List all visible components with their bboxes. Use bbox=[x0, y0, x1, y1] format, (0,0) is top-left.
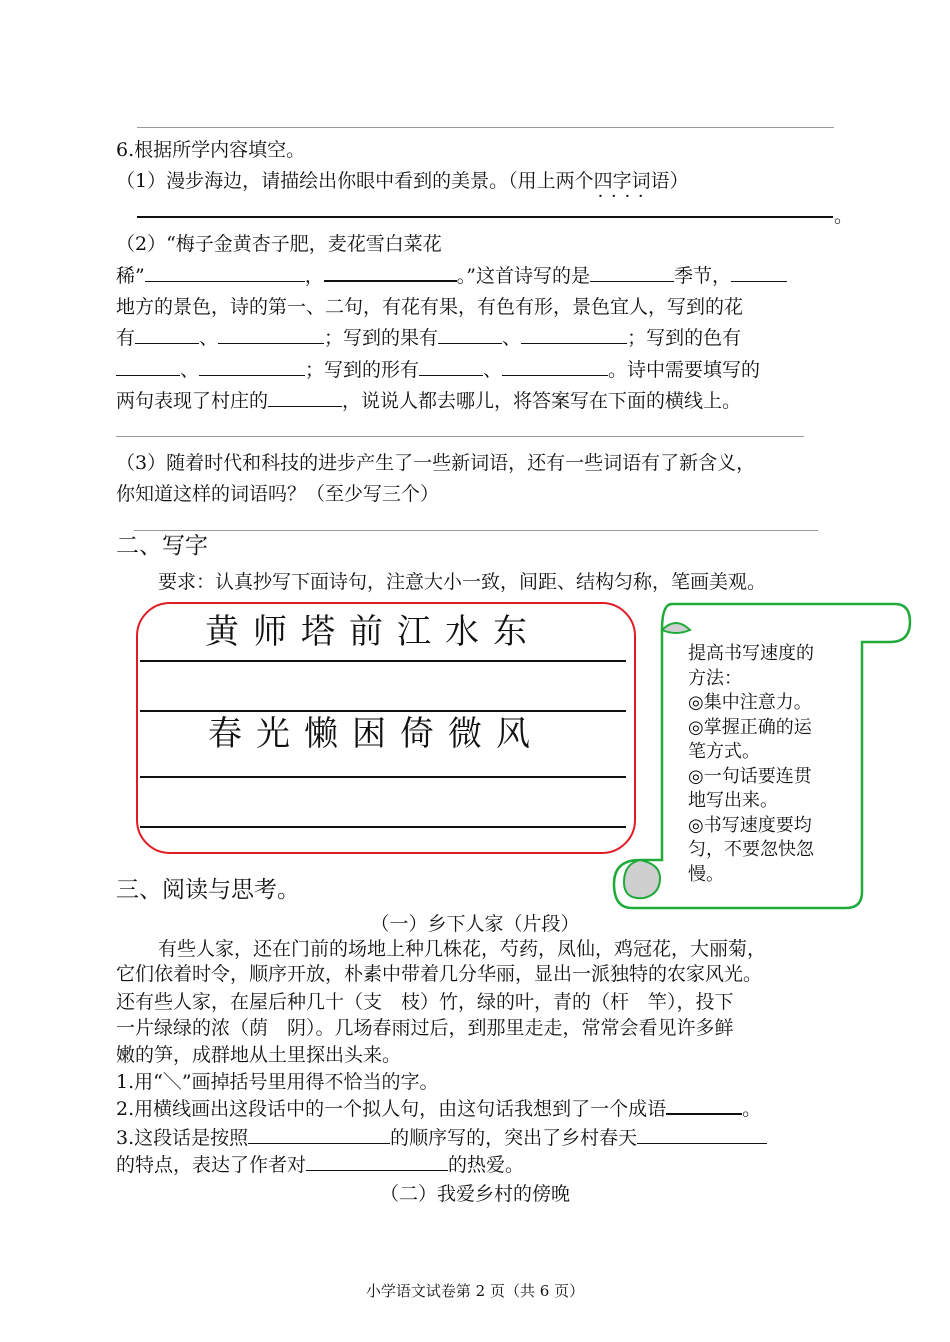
blank[interactable] bbox=[218, 323, 324, 344]
answer-rule[interactable] bbox=[134, 530, 818, 531]
blank[interactable] bbox=[438, 323, 502, 344]
poem-line-2: 春光懒困倚微风 bbox=[208, 714, 544, 754]
passage-line: 嫩的笋，成群地从土里探出头来。 bbox=[116, 1044, 402, 1066]
q6-part2-line4: 有 、 ；写到的果有 、 ；写到的色有 bbox=[116, 322, 741, 354]
passage-line: 一片绿绿的浓（荫 阴）。几场春雨过后，到那里走走，常常会看见许多鲜 bbox=[116, 1017, 734, 1039]
section3-heading: 三、阅读与思考。 bbox=[116, 877, 300, 903]
blank[interactable] bbox=[268, 386, 342, 407]
passage2-title: （二）我爱乡村的傍晚 bbox=[379, 1183, 570, 1205]
passage-line: 它们依着时令，顺序开放，朴素中带着几分华丽，显出一派独特的农家风光。 bbox=[116, 963, 763, 985]
blank[interactable] bbox=[145, 261, 305, 282]
answer-rule bbox=[137, 127, 834, 128]
blank[interactable] bbox=[199, 355, 305, 376]
writing-line[interactable] bbox=[140, 826, 626, 828]
blank[interactable] bbox=[419, 355, 483, 376]
answer-rule[interactable] bbox=[116, 436, 804, 437]
passage1-title: （一）乡下人家（片段） bbox=[370, 913, 580, 935]
q6-part2-line5: 、 ；写到的形有 、 。诗中需要填写的 bbox=[116, 354, 760, 386]
blank[interactable] bbox=[135, 323, 199, 344]
q6-part2-line1: （2）“梅子金黄杏子肥，麦花雪白菜花 bbox=[116, 233, 442, 255]
blank[interactable] bbox=[731, 261, 787, 282]
section2-requirement: 要求：认真抄写下面诗句，注意大小一致，间距、结构匀称，笔画美观。 bbox=[158, 571, 767, 593]
section2-heading: 二、写字 bbox=[116, 533, 208, 559]
passage-line: 有些人家，还在门前的场地上种几株花，芍药，凤仙，鸡冠花，大丽菊， bbox=[158, 938, 767, 960]
poem-line-1: 黄师塔前江水东 bbox=[205, 612, 541, 652]
blank[interactable] bbox=[590, 261, 674, 282]
q6-part2-line3: 地方的景色，诗的第一、二句，有花有果，有色有形，景色宜人，写到的花 bbox=[116, 296, 744, 318]
blank[interactable] bbox=[306, 1150, 448, 1171]
page-footer: 小学语文试卷第 2 页（共 6 页） bbox=[365, 1282, 585, 1300]
reading-q3-cont: 的特点，表达了作者对 的热爱。 bbox=[116, 1149, 524, 1181]
writing-line[interactable] bbox=[140, 660, 626, 662]
passage-line: 还有些人家，在屋后种几十（支 枝）竹，绿的叶，青的（杆 竿），投下 bbox=[116, 991, 734, 1013]
period-mark: 。 bbox=[834, 205, 854, 227]
q6-title: 6.根据所学内容填空。 bbox=[116, 139, 306, 161]
blank[interactable] bbox=[637, 1123, 767, 1144]
blank[interactable] bbox=[324, 260, 457, 282]
blank[interactable] bbox=[116, 355, 180, 376]
blank[interactable] bbox=[521, 323, 627, 344]
q6-part2-line6: 两句表现了村庄的 ，说说人都去哪儿，将答案写在下面的横线上。 bbox=[116, 385, 741, 417]
blank[interactable] bbox=[248, 1123, 390, 1144]
q6-part1: （1）漫步海边，请描绘出你眼中看到的美景。（用上两个四字词语 · ·） bbox=[116, 165, 689, 197]
writing-line[interactable] bbox=[140, 776, 626, 778]
q6-part2-line2: 稀” ， 。”这首诗写的是 季节， bbox=[116, 260, 787, 292]
emphasis-dots: 四字词语 · · bbox=[594, 165, 670, 197]
reading-q1: 1.用“＼”画掉括号里用得不恰当的字。 bbox=[116, 1071, 439, 1093]
answer-line[interactable] bbox=[137, 216, 833, 218]
reading-q2: 2.用横线画出这段话中的一个拟人句，由这句话我想到了一个成语 。 bbox=[116, 1093, 761, 1125]
tip-text: 提高书写速度的 方法： ◎集中注意力。 ◎掌握正确的运 笔方式。 ◎一句话要连贯 地写出来。 ◎书写速度要均 匀，不要忽快忽 慢。 bbox=[688, 643, 814, 885]
q6-part3-line2: 你知道这样的词语吗？（至少写三个） bbox=[116, 483, 440, 505]
reading-q3: 3.这段话是按照 的顺序写的，突出了乡村春天 bbox=[116, 1122, 767, 1154]
blank[interactable] bbox=[666, 1093, 742, 1115]
blank[interactable] bbox=[502, 355, 608, 376]
q6-part3-line1: （3）随着时代和科技的进步产生了一些新词语，还有一些词语有了新含义， bbox=[116, 452, 756, 474]
